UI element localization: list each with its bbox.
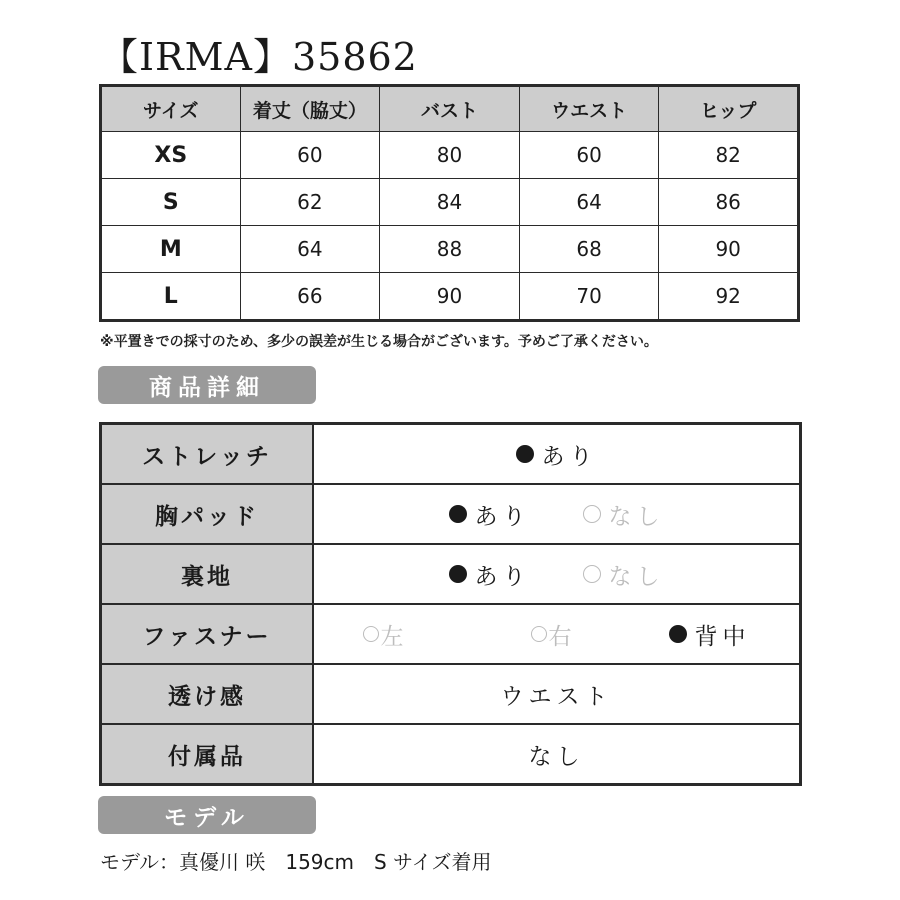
header-size: サイズ	[101, 86, 241, 132]
header-hip: ヒップ	[659, 86, 799, 132]
table-cell: 84	[380, 179, 520, 226]
detail-row-fastener	[101, 604, 801, 664]
table-cell: 70	[519, 273, 659, 321]
table-cell: 92	[659, 273, 799, 321]
section-badge-details: 商品詳細	[98, 366, 316, 404]
table-cell: 60	[240, 132, 380, 179]
detail-row-bust-pad	[101, 484, 801, 544]
table-cell: 90	[380, 273, 520, 321]
size-cell: S	[101, 179, 241, 226]
option-selected: 背中	[669, 618, 751, 651]
filled-circle-icon	[516, 445, 534, 463]
detail-row-sheerness	[101, 664, 801, 724]
table-cell: 60	[519, 132, 659, 179]
filled-circle-icon	[669, 625, 687, 643]
table-cell: 68	[519, 226, 659, 273]
size-table-header-row	[101, 86, 799, 132]
option-selected: あり	[449, 558, 531, 591]
detail-label: 胸パッド	[101, 484, 314, 544]
detail-label: 裏地	[101, 544, 314, 604]
model-info: モデル：真優川 咲 159cm S サイズ着用	[100, 850, 492, 874]
table-row	[101, 273, 799, 321]
empty-circle-icon	[363, 626, 379, 642]
size-cell: XS	[101, 132, 241, 179]
detail-row-stretch	[101, 424, 801, 485]
table-row	[101, 179, 799, 226]
option-selected: あり	[516, 438, 598, 471]
table-cell: 64	[519, 179, 659, 226]
header-bust: バスト	[380, 86, 520, 132]
filled-circle-icon	[449, 565, 467, 583]
detail-row-lining	[101, 544, 801, 604]
header-length: 着丈（脇丈）	[240, 86, 380, 132]
size-table	[99, 84, 800, 322]
table-cell: 64	[240, 226, 380, 273]
table-cell: 62	[240, 179, 380, 226]
empty-circle-icon	[583, 565, 601, 583]
page-title: 【IRMA】35862	[100, 35, 418, 79]
option-unselected: 右	[531, 618, 577, 651]
detail-label: 付属品	[101, 724, 314, 785]
option-selected: あり	[449, 498, 531, 531]
empty-circle-icon	[583, 505, 601, 523]
table-row	[101, 132, 799, 179]
option-unselected: なし	[583, 558, 665, 591]
detail-value: なし	[528, 743, 585, 770]
detail-label: ファスナー	[101, 604, 314, 664]
detail-row-accessories	[101, 724, 801, 785]
table-cell: 90	[659, 226, 799, 273]
table-cell: 82	[659, 132, 799, 179]
product-detail-table	[99, 422, 802, 786]
detail-label: 透け感	[101, 664, 314, 724]
detail-value: ウエスト	[500, 683, 613, 710]
empty-circle-icon	[531, 626, 547, 642]
table-cell: 66	[240, 273, 380, 321]
section-badge-model: モデル	[98, 796, 316, 834]
size-cell: M	[101, 226, 241, 273]
option-unselected: なし	[583, 498, 665, 531]
filled-circle-icon	[449, 505, 467, 523]
detail-label: ストレッチ	[101, 424, 314, 485]
option-unselected: 左	[363, 618, 409, 651]
table-row	[101, 226, 799, 273]
table-cell: 88	[380, 226, 520, 273]
header-waist: ウエスト	[519, 86, 659, 132]
measurement-note: ※平置きでの採寸のため、多少の誤差が生じる場合がございます。予めご了承ください。	[100, 334, 658, 350]
size-cell: L	[101, 273, 241, 321]
table-cell: 86	[659, 179, 799, 226]
table-cell: 80	[380, 132, 520, 179]
